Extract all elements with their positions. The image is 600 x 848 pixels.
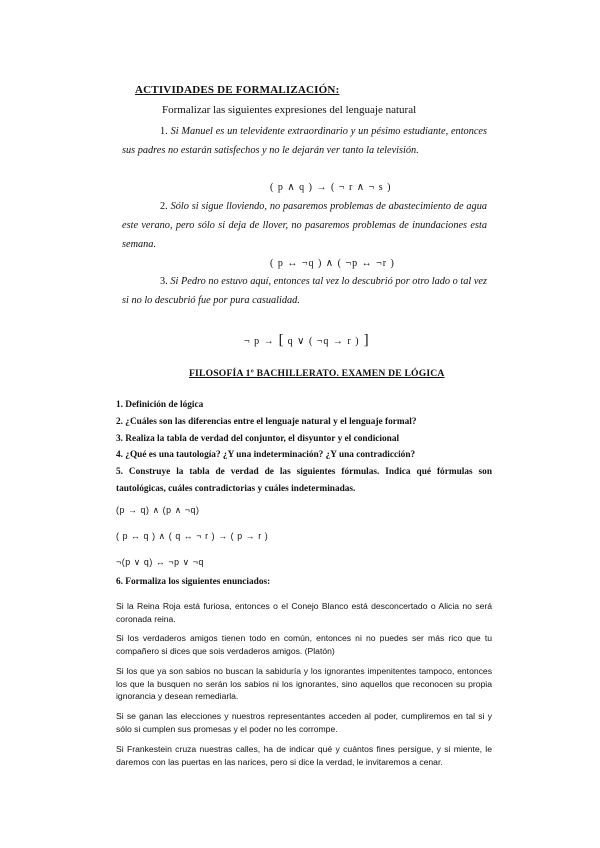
statement-5: Si Frankestein cruza nuestras calles, ha de indicar qué y cuántos fines persigue, y si miente, le daremos con las puertas en las narices, pero si dice la verdad, le invitaremos a cenar. <box>116 744 492 767</box>
statement-3: Si los que ya son sabios no buscan la sabiduría y los ignorantes impenitentes tampoco, entonces los que la busquen no serán los sabios ni los ignorantes, sino aquellos que reconocen su propia ignorancia y desean remediarla. <box>116 666 492 701</box>
activities-instruction: Formalizar las siguientes expresiones del lenguaje natural <box>162 104 417 116</box>
activities-title: ACTIVIDADES DE FORMALIZACIÓN: <box>135 84 340 96</box>
exercise-3-formula-left: ¬ p → <box>244 336 275 347</box>
question-6: 6. Formaliza los siguientes enunciados: <box>116 577 271 587</box>
question-1: 1. Definición de lógica <box>116 400 204 410</box>
exercise-3-bracket-close: ] <box>363 332 369 348</box>
question-3: 3. Realiza la tabla de verdad del conjuntor, el disyuntor y el condicional <box>116 434 400 444</box>
question-2: 2. ¿Cuáles son las diferencias entre el lenguaje natural y el lenguaje formal? <box>116 417 417 427</box>
exam-title: FILOSOFÍA 1º BACHILLERATO. EXAMEN DE LÓGICA <box>189 368 445 379</box>
exercise-3-formula <box>244 331 369 349</box>
formula-1: (p → q) ∧ (p ∧ ¬q) <box>116 505 200 515</box>
question-4: 4. ¿Qué es una tautología? ¿Y una indeterminación? ¿Y una contradicción? <box>116 450 416 460</box>
exercise-3-formula-inner: q ∨ ( ¬q → r ) <box>287 336 360 347</box>
exercise-2-number: 2. <box>160 201 168 212</box>
formula-2: ( p ↔ q ) ∧ ( q ↔ ¬ r ) → ( p → r ) <box>116 531 269 541</box>
exercise-1-text: Si Manuel es un televidente extraordinario y un pésimo estudiante, entonces sus padres no estarán satisfechos y no le dejarán ver tanto la televisión. <box>122 126 488 156</box>
statement-4: Si se ganan las elecciones y nuestros representantes acceden al poder, cumpliremos en tal si y sólo si cumplen sus promesas y el poder no les corrompe. <box>116 711 492 734</box>
exercise-3 <box>122 272 487 310</box>
exercise-3-text: Si Pedro no estuvo aquí, entonces tal vez lo descubrió por otro lado o tal vez si no lo descubrió fue por pura casualidad. <box>122 276 488 306</box>
exercise-2-formula: ( p ↔ ¬q ) ∧ ( ¬p ↔ ¬r ) <box>270 258 395 269</box>
exercise-1 <box>122 122 487 160</box>
exercise-2 <box>122 197 487 254</box>
exercise-3-number: 3. <box>160 276 168 287</box>
exercise-1-number: 1. <box>160 126 168 137</box>
exercise-3-bracket-open: [ <box>278 332 284 348</box>
exercise-2-text: Sólo si sigue lloviendo, no pasaremos problemas de abastecimiento de agua este verano, pero sólo si deja de llover, no pasaremos problemas de inundaciones esta semana. <box>122 201 488 250</box>
question-5: 5. Construye la tabla de verdad de las siguientes fórmulas. Indica qué fórmulas son tautológicas, cuáles contradictorias y cuáles indeterminadas. <box>116 467 492 494</box>
statement-1: Si la Reina Roja está furiosa, entonces o el Conejo Blanco está desconcertado o Alicia no será coronada reina. <box>116 601 492 624</box>
exercise-1-formula: ( p ∧ q ) → ( ¬ r ∧ ¬ s ) <box>270 182 392 193</box>
statement-2: Si los verdaderos amigos tienen todo en común, entonces ni no puedes ser más rico que tu compañero si dices que sois verdaderos amigos. (Platón) <box>116 633 492 656</box>
formula-3: ¬(p ∨ q) ↔ ¬p ∨ ¬q <box>116 557 204 567</box>
